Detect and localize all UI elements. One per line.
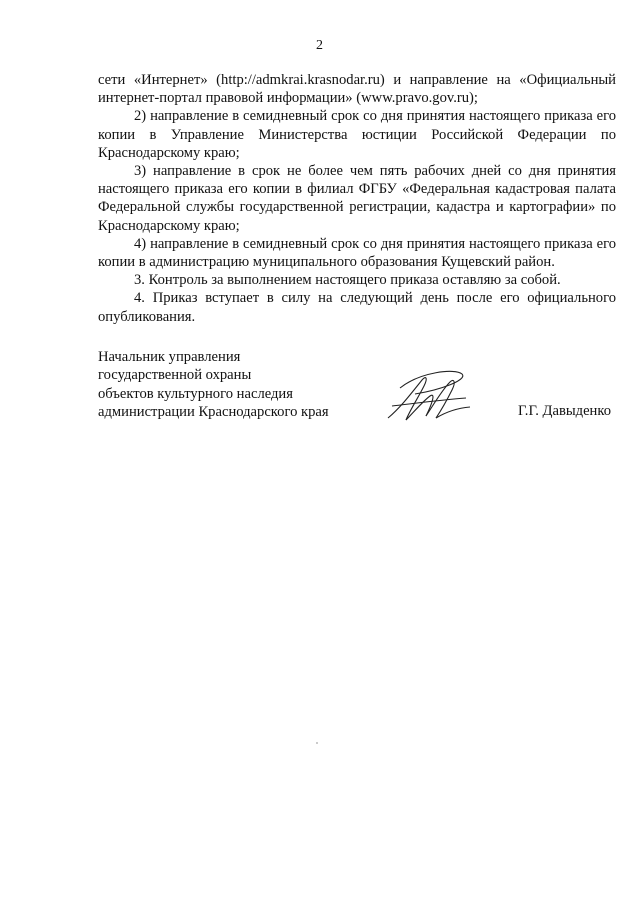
signatory-position (98, 348, 329, 422)
position-line: администрации Краснодарского края (98, 404, 329, 421)
body-text (98, 71, 616, 326)
scan-artifact (316, 742, 318, 744)
paragraph: сети «Интернет» (http://admkrai.krasnodar.ru) и направление на «Официальный интернет-портал правовой информации» (www.pravo.gov.ru); (98, 72, 616, 107)
paragraph: 4. Приказ вступает в силу на следующий день после его официального опубликования. (98, 290, 616, 325)
signer-name: Г.Г. Давыденко (518, 403, 612, 419)
position-line: государственной охраны (98, 367, 252, 384)
page-number: 2 (316, 38, 323, 53)
handwritten-signature (370, 360, 480, 430)
paragraph: 4) направление в семидневный срок со дня принятия настоящего приказа его копии в администрацию муниципального образования Кущевский район. (98, 235, 616, 271)
paragraph: 3) направление в срок не более чем пять рабочих дней со дня принятия настоящего приказа его копии в филиал ФГБУ «Федеральная кадастровая палата Федеральной службы государственной регистрации, кадастра и картографии» по Краснодарскому краю; (98, 163, 616, 234)
position-line: Начальник управления (98, 349, 241, 365)
paragraph: 3. Контроль за выполнением настоящего приказа оставляю за собой. (134, 272, 561, 289)
position-line: объектов культурного наследия (98, 385, 293, 402)
paragraph: 2) направление в семидневный срок со дня принятия настоящего приказа его копии в Управление Министерства юстиции Российской Федерации по Краснодарскому краю; (98, 108, 616, 161)
